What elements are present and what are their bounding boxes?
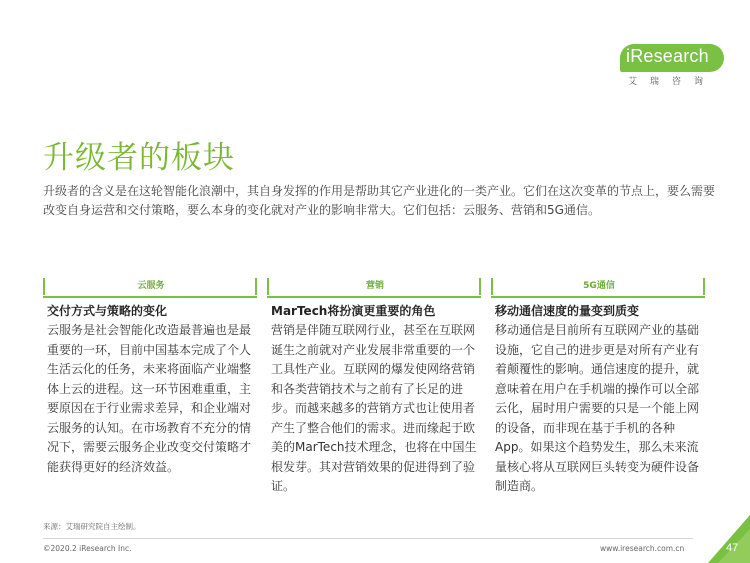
logo-subtitle: 艾瑞咨询 — [628, 77, 717, 87]
iresearch-logo — [620, 44, 732, 86]
column-body: 营销是伴随互联网行业，甚至在互联网诞生之前就对产业发展非常重要的一个工具性产业。互联网的爆发使网络营销和各类营销技术与之前有了长足的进步。而越来越多的营销方式也让使用者产生了整合他们的需求。进而缘起于欧美的MarTech技术理念，也将在中国生根发芽。其对营销效果的促进得到了验证。 — [271, 323, 477, 493]
source-note: 来源：艾瑞研究院自主绘制。 — [43, 522, 141, 531]
column-heading: 营销 — [267, 278, 481, 295]
column-heading: 5G通信 — [491, 278, 705, 295]
website-link[interactable]: www.iresearch.com.cn — [600, 544, 685, 553]
page-title: 升级者的板块 — [43, 140, 235, 176]
intro-paragraph: 升级者的含义是在这轮智能化浪潮中，其自身发挥的作用是帮助其它产业进化的一类产业。它们在这次变革的节点上，要么需要改变自身运营和交付策略，要么本身的变化就对产业的影响非常大。它们包括：云服务、营销和5G通信。 — [43, 184, 716, 217]
copyright-text: ©2020.2 iResearch Inc. — [43, 544, 132, 553]
column-divider — [43, 296, 257, 298]
column-body: 移动通信是目前所有互联网产业的基础设施，它自己的进步更是对所有产业有着颠覆性的影响。通信速度的提升，就意味着在用户在手机端的操作可以全部云化，届时用户需要的只是一个能上网的设备，而非现在基于手机的各种App。如果这个趋势发生，那么未来流量核心将从互联网巨头转变为硬件设备制造商。 — [495, 323, 700, 493]
column-title: 移动通信速度的量变到质变 — [495, 304, 640, 318]
column-divider — [491, 296, 705, 298]
column-marketing — [267, 278, 481, 497]
column-divider — [267, 296, 481, 298]
column-body: 云服务是社会智能化改造最普遍也是最重要的一环，目前中国基本完成了个人生活云化的任务，未来将面临产业端整体上云的进程。这一环节困难重重，主要原因在于行业需求差异，和企业端对云服务的认知。在市场教育不充分的情况下，需要云服务企业改变交付策略才能获得更好的经济效益。 — [47, 323, 252, 474]
column-5g-communication — [491, 278, 705, 497]
column-title: MarTech将扮演更重要的角色 — [271, 304, 436, 318]
column-cloud-service — [43, 278, 257, 477]
corner-triangle-decoration — [708, 515, 750, 563]
column-title: 交付方式与策略的变化 — [47, 304, 168, 318]
logo-text: iResearch — [626, 46, 709, 66]
column-heading: 云服务 — [43, 278, 257, 295]
page-number: 47 — [726, 542, 739, 554]
columns-section — [43, 278, 711, 508]
footer-divider — [43, 538, 693, 539]
